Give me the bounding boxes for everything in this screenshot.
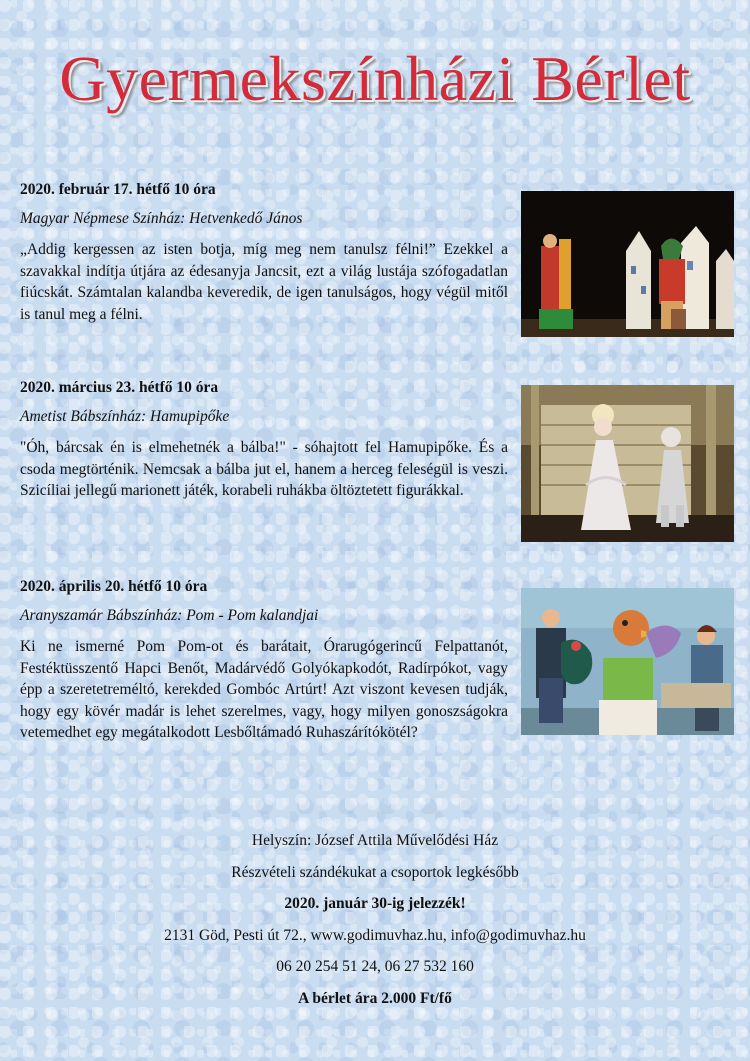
registration-deadline: 2020. január 30-ig jelezzék! bbox=[284, 895, 466, 912]
event-troupe: Ametist Bábszínház: Hamupipőke bbox=[20, 408, 230, 425]
page-title: Gyermekszínházi Bérlet bbox=[59, 43, 691, 114]
contact-phones: 06 20 254 51 24, 06 27 532 160 bbox=[276, 958, 474, 975]
registration-notice: Részvételi szándékukat a csoportok legkésőbb bbox=[231, 863, 519, 881]
event-troupe: Magyar Népmese Színház: Hetvenkedő János bbox=[20, 210, 303, 227]
event-date: 2020. február 17. hétfő 10 óra bbox=[20, 181, 216, 198]
event-3-photo bbox=[521, 588, 734, 735]
event-troupe: Aranyszamár Bábszínház: Pom - Pom kalandjai bbox=[20, 607, 319, 624]
event-3 bbox=[20, 578, 508, 744]
event-description: „Addig kergessen az isten botja, míg meg nem tanulsz félni!” Ezekkel a szavakkal indítja útjára az édesanyja Jancsit, ezt a világ lustája szófogadatlan fiúcskát. Számtalan kalandba keveredik, de igen tanulságos, hogy végül mitől is tanul meg a félni. bbox=[20, 241, 508, 323]
event-1 bbox=[20, 181, 508, 325]
event-2-photo bbox=[521, 385, 734, 542]
venue-text: Helyszín: József Attila Művelődési Ház bbox=[251, 832, 499, 849]
event-description: "Óh, bárcsak én is elmehetnék a bálba!" - sóhajtott fel Hamupipőke. És a csoda megtörténik. Nemcsak a bálba jut el, hanem a herceg feleségül is veszi. Szicíliai jellegű marionett játék, korabeli ruhákba öltöztetett figurákkal. bbox=[20, 439, 508, 499]
event-description: Ki ne ismerné Pom Pom-ot és barátait, Órarugógerincű Felpattanót, Festéktüsszentő Hapci Benőt, Madárvédő Golyókapkodót, Radírpókot, vagy épp a szeretetreméltó, kerekded Gombóc Artúrt! Azt viszont kevesen tudják, hogy egy kövér madár is lehet szerelmes, vagy, hogy milyen gonoszságokra vetemedhet egy megátalkodott Lesbőltámadó Ruhaszárítókötél? bbox=[20, 638, 508, 741]
contact-address: 2131 Göd, Pesti út 72., www.godimuvhaz.hu, info@godimuvhaz.hu bbox=[164, 926, 586, 944]
event-2 bbox=[20, 379, 508, 502]
event-date: 2020. március 23. hétfő 10 óra bbox=[20, 379, 219, 396]
footer bbox=[0, 832, 750, 1021]
event-1-photo bbox=[521, 191, 734, 337]
event-date: 2020. április 20. hétfő 10 óra bbox=[20, 578, 208, 595]
price-text: A bérlet ára 2.000 Ft/fő bbox=[298, 989, 452, 1007]
